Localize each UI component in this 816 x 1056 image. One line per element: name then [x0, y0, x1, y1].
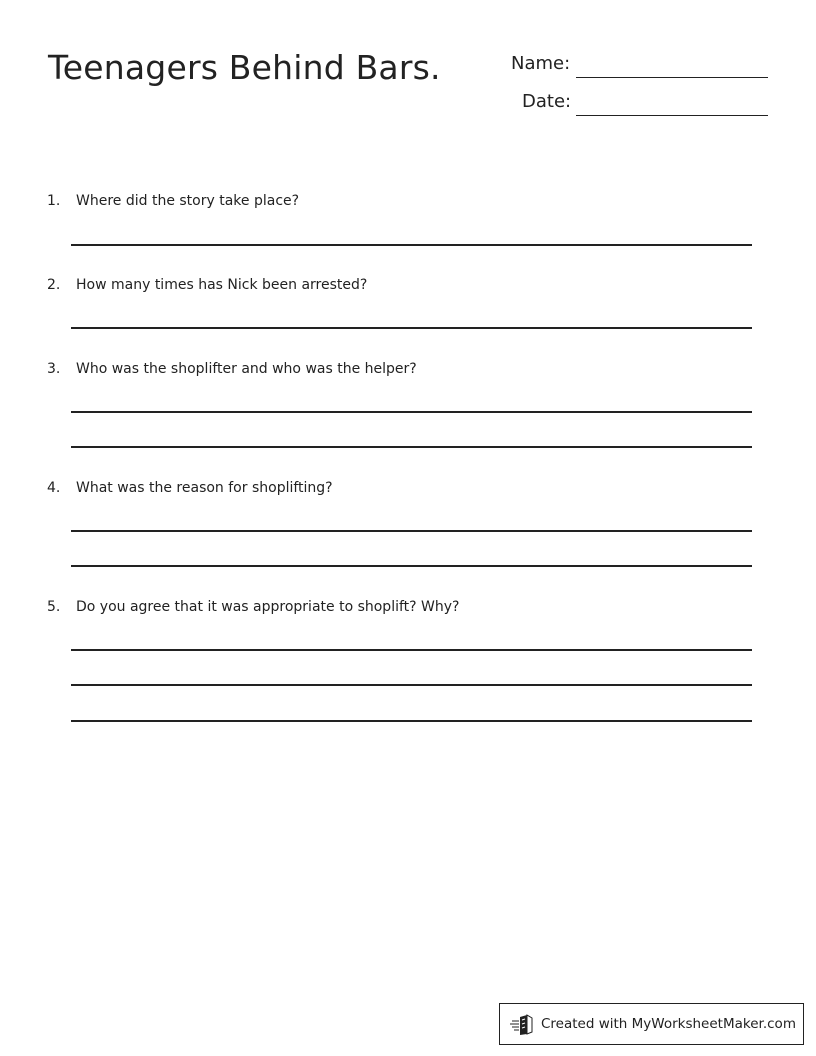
question-text: How many times has Nick been arrested?: [76, 277, 368, 293]
worksheet-maker-logo-icon: [510, 1014, 534, 1036]
answer-line[interactable]: [71, 411, 752, 413]
question-number: 1.: [47, 193, 61, 209]
answer-line[interactable]: [71, 530, 752, 532]
footer-badge[interactable]: [499, 1003, 804, 1045]
worksheet-title: Teenagers Behind Bars.: [48, 48, 441, 87]
answer-line[interactable]: [71, 565, 752, 567]
answer-line[interactable]: [71, 720, 752, 722]
question-number: 4.: [47, 480, 61, 496]
question-text: What was the reason for shoplifting?: [76, 480, 333, 496]
answer-line[interactable]: [71, 244, 752, 246]
date-label: Date:: [522, 91, 572, 112]
answer-line[interactable]: [71, 649, 752, 651]
date-field[interactable]: [576, 115, 768, 116]
question-text: Where did the story take place?: [76, 193, 300, 209]
question-number: 5.: [47, 599, 61, 615]
name-field[interactable]: [576, 77, 768, 78]
footer-credit-text: Created with MyWorksheetMaker.com: [541, 1016, 796, 1032]
answer-line[interactable]: [71, 446, 752, 448]
answer-line[interactable]: [71, 327, 752, 329]
question-number: 3.: [47, 361, 61, 377]
question-number: 2.: [47, 277, 61, 293]
question-text: Do you agree that it was appropriate to shoplift? Why?: [76, 599, 460, 615]
name-label: Name:: [511, 53, 571, 74]
answer-line[interactable]: [71, 684, 752, 686]
question-text: Who was the shoplifter and who was the helper?: [76, 361, 417, 377]
